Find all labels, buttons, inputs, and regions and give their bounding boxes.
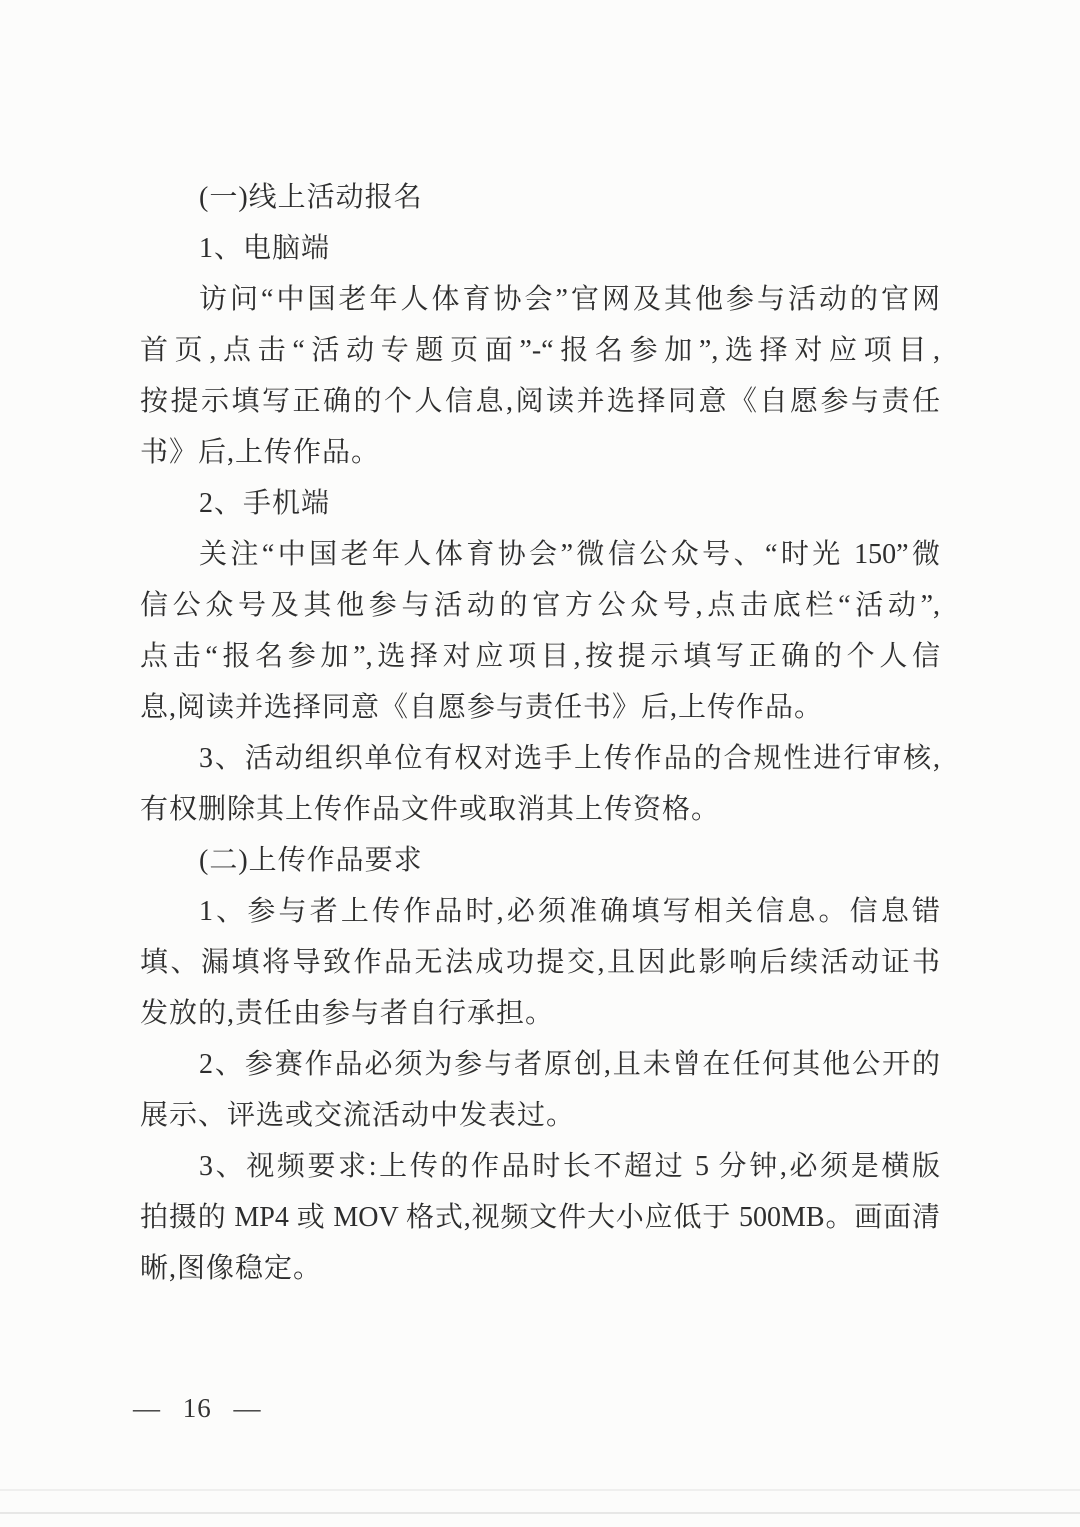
text-line: 填、漏填将导致作品无法成功提交,且因此影响后续活动证书 <box>140 947 940 978</box>
page-number-footer: — 16 — <box>133 1393 262 1423</box>
text-line: (二)上传作品要求 <box>199 845 423 876</box>
text-line: 晰,图像稳定。 <box>140 1253 323 1284</box>
text-line: 3、活动组织单位有权对选手上传作品的合规性进行审核, <box>199 743 940 774</box>
scan-artifact-line <box>0 1489 1080 1491</box>
text-line: 2、参赛作品必须为参与者原创,且未曾在任何其他公开的 <box>199 1049 940 1080</box>
text-line: 拍摄的 MP4 或 MOV 格式,视频文件大小应低于 500MB。画面清 <box>140 1202 940 1233</box>
text-line: 1、参与者上传作品时,必须准确填写相关信息。信息错 <box>199 896 940 927</box>
text-line: 访问“中国老年人体育协会”官网及其他参与活动的官网 <box>199 284 940 315</box>
text-line: 有权删除其上传作品文件或取消其上传资格。 <box>140 794 721 825</box>
text-line: 信公众号及其他参与活动的官方公众号,点击底栏“活动”, <box>140 590 940 621</box>
text-line: 发放的,责任由参与者自行承担。 <box>140 998 555 1029</box>
scan-artifact-line <box>0 1512 1080 1514</box>
text-line: 点击“报名参加”,选择对应项目,按提示填写正确的个人信 <box>140 641 940 672</box>
text-line: 书》后,上传作品。 <box>140 437 381 468</box>
document-text <box>140 172 940 1294</box>
text-line: 2、手机端 <box>199 488 331 519</box>
text-line: (一)线上活动报名 <box>199 182 423 213</box>
text-line: 展示、评选或交流活动中发表过。 <box>140 1100 576 1131</box>
text-line: 首页,点击“活动专题页面”-“报名参加”,选择对应项目, <box>140 335 940 366</box>
text-line: 关注“中国老年人体育协会”微信公众号、“时光 150”微 <box>199 539 940 570</box>
text-line: 3、视频要求:上传的作品时长不超过 5 分钟,必须是横版 <box>199 1151 940 1182</box>
text-line: 按提示填写正确的个人信息,阅读并选择同意《自愿参与责任 <box>140 386 940 417</box>
text-line: 1、电脑端 <box>199 233 331 264</box>
text-line: 息,阅读并选择同意《自愿参与责任书》后,上传作品。 <box>140 692 824 723</box>
